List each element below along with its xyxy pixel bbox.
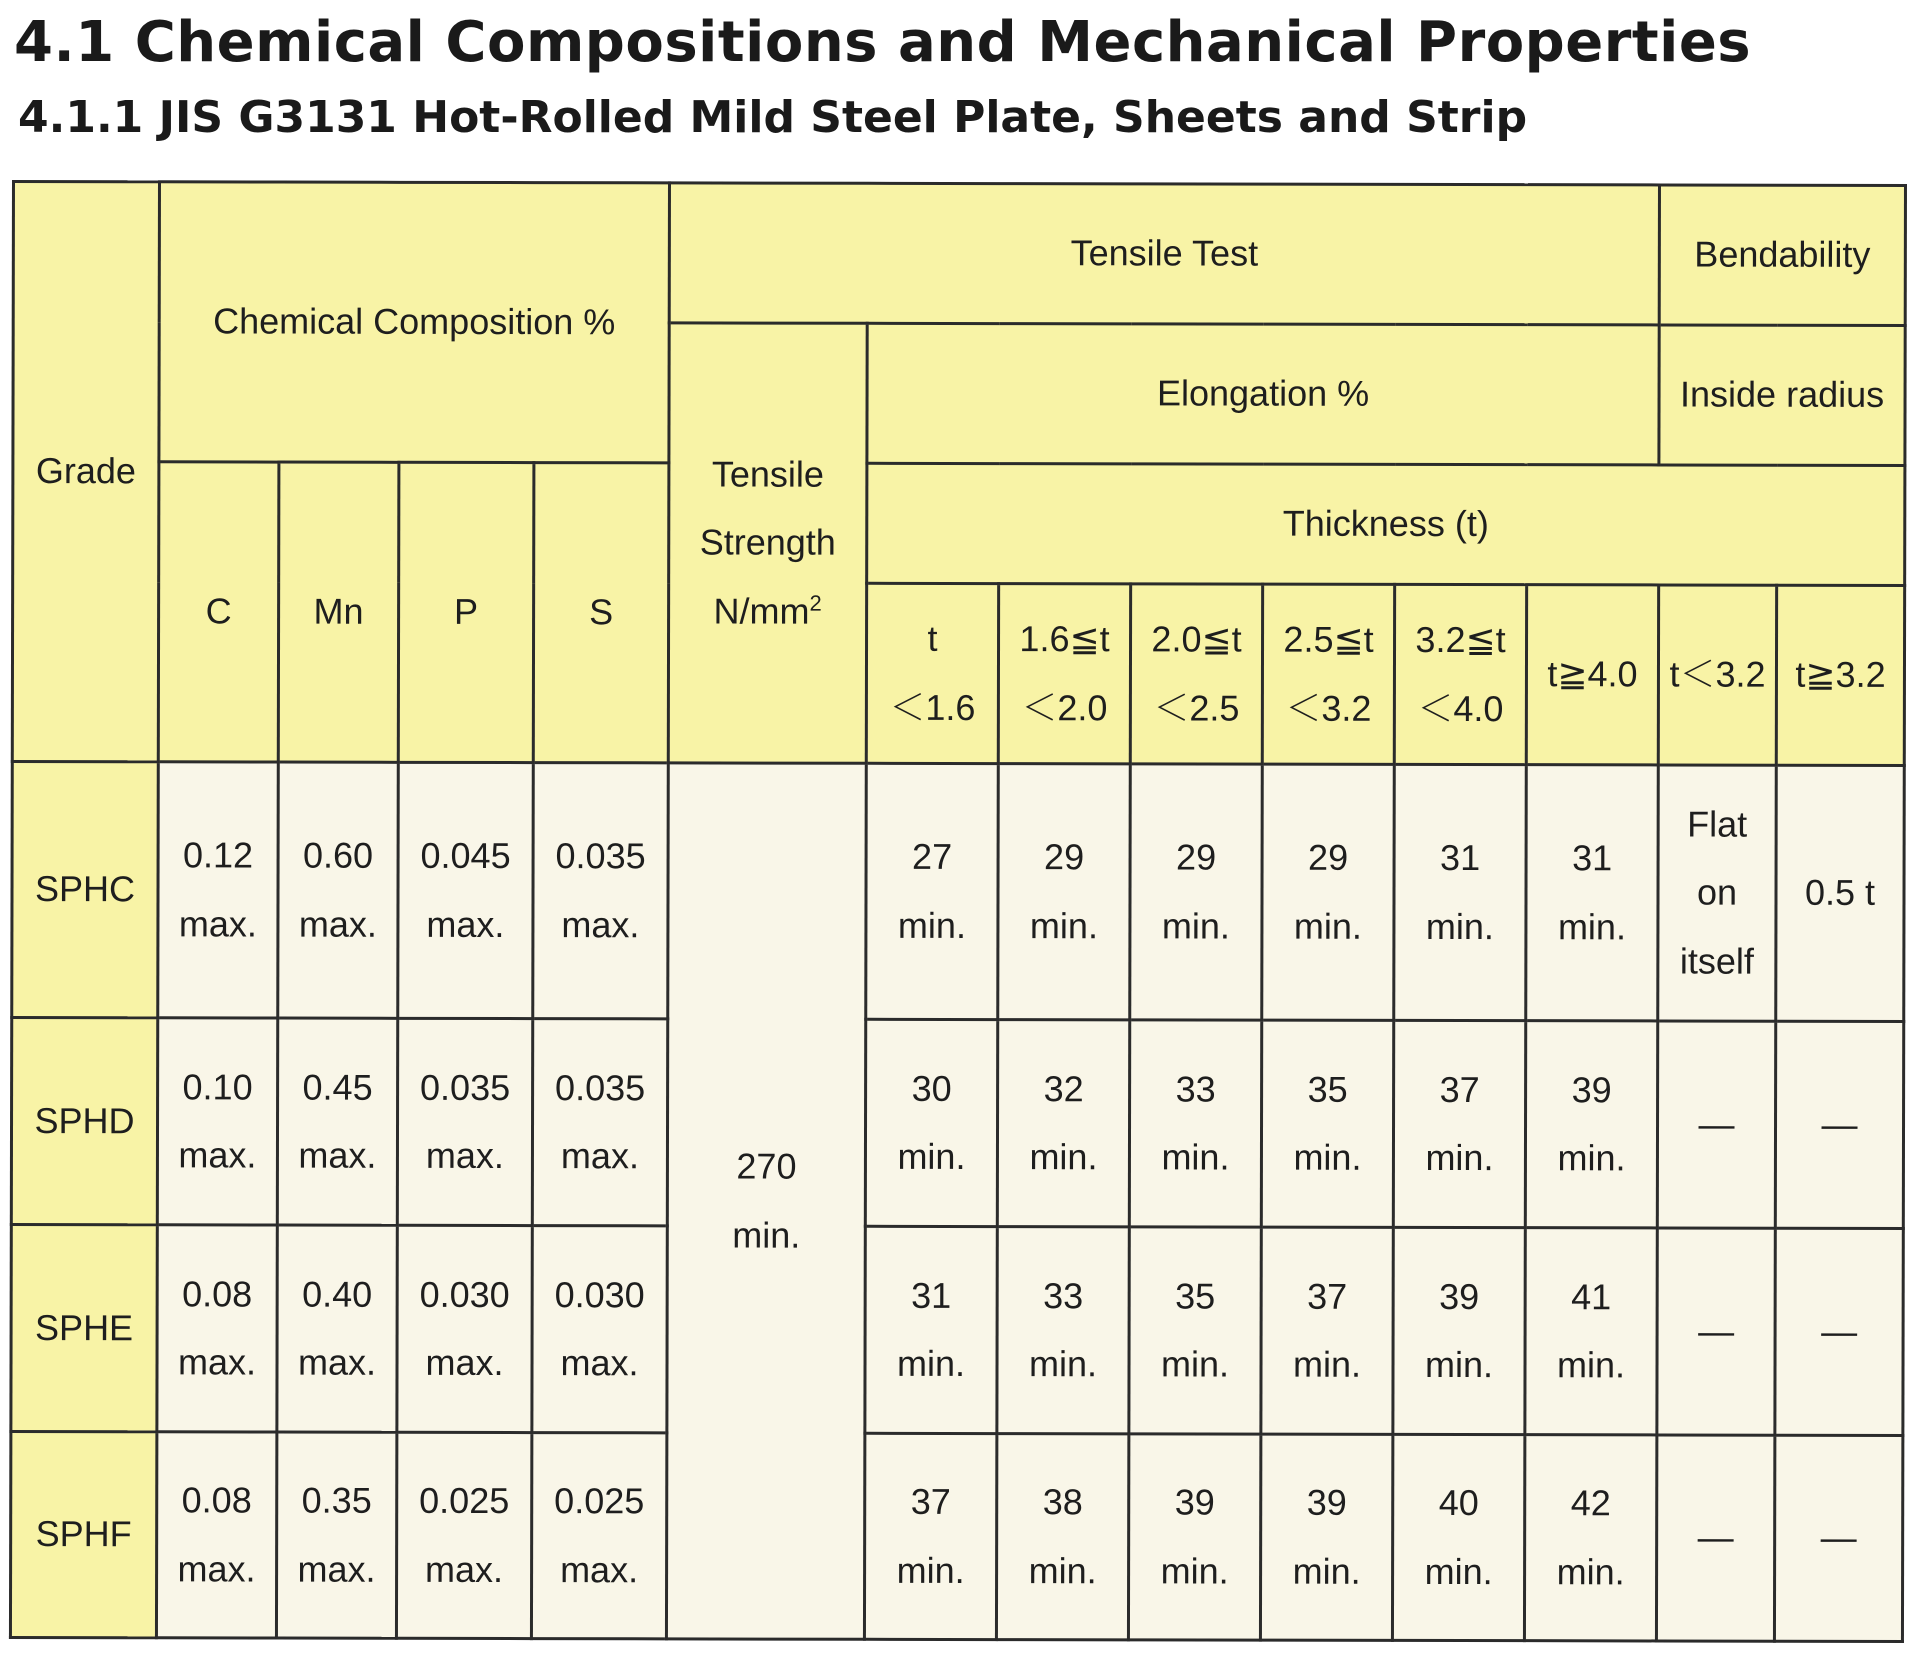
qualifier: min. — [896, 1342, 966, 1384]
grade-cell: SPHD — [11, 1018, 157, 1225]
elongation-header: Elongation % — [867, 323, 1659, 465]
bend-range-2: t≧3.2 — [1776, 585, 1904, 765]
chem-cell — [156, 1432, 276, 1638]
grade-cell: SPHF — [10, 1432, 156, 1638]
bend-cell: — — [1657, 1228, 1775, 1435]
elong-cell — [864, 1433, 996, 1639]
value: 39 — [1174, 1481, 1215, 1523]
elong-cell — [1129, 1020, 1261, 1227]
value: 29 — [1308, 836, 1349, 878]
bend-cell: — — [1657, 1021, 1775, 1228]
chem-cell — [277, 1225, 397, 1432]
chem-cell — [396, 1432, 531, 1638]
value: 35 — [1307, 1068, 1348, 1110]
elong-cell — [1394, 764, 1527, 1020]
elong-cell — [1393, 1020, 1525, 1227]
chemical-composition-header: Chemical Composition % — [159, 182, 670, 463]
bend-cell: — — [1656, 1435, 1774, 1641]
elong-cell — [1260, 1434, 1392, 1640]
chem-cell — [531, 1433, 666, 1639]
value: 39 — [1439, 1275, 1480, 1317]
table-row — [11, 1225, 1903, 1436]
range-line2: ＜3.2 — [1285, 687, 1372, 729]
chem-cell — [397, 1018, 532, 1225]
chem-cell — [532, 1226, 667, 1433]
value: 0.60 — [302, 834, 374, 876]
range-line2: ＜4.0 — [1417, 687, 1504, 729]
range-line2: ＜2.5 — [1153, 686, 1240, 729]
grade-cell: SPHE — [11, 1225, 157, 1432]
table-row — [11, 1018, 1903, 1229]
properties-table — [9, 180, 1907, 1643]
value: 0.025 — [554, 1480, 645, 1522]
elong-cell — [1130, 764, 1263, 1020]
chem-cell — [533, 763, 669, 1019]
element-c-header: C — [158, 462, 279, 762]
elong-cell — [865, 1226, 997, 1433]
elong-cell — [1393, 1227, 1525, 1434]
value: 29 — [1176, 836, 1217, 878]
qualifier: max. — [177, 1341, 257, 1383]
qualifier: min. — [1160, 1343, 1230, 1385]
range-line2: ＜1.6 — [889, 686, 976, 728]
element-s-header: S — [533, 463, 669, 763]
chem-cell — [532, 1019, 667, 1226]
qualifier: max. — [298, 903, 377, 945]
thickness-range-2 — [998, 584, 1130, 764]
header-row-1 — [13, 182, 1905, 326]
thickness-range-3 — [1130, 584, 1262, 764]
bend-cell: — — [1775, 1021, 1903, 1228]
inside-radius-header: Inside radius — [1659, 325, 1905, 466]
qualifier: min. — [1161, 1136, 1230, 1178]
range-line1: 2.0≦t — [1151, 618, 1242, 660]
elong-cell — [1129, 1227, 1261, 1434]
value: 0.030 — [554, 1273, 645, 1315]
elong-cell — [1525, 1021, 1657, 1228]
table-row — [12, 762, 1905, 1022]
elong-cell — [1261, 1227, 1393, 1434]
qualifier: min. — [1161, 904, 1231, 947]
tensile-test-header: Tensile Test — [669, 183, 1659, 325]
qualifier: min. — [1292, 1343, 1362, 1385]
qualifier: min. — [1160, 1549, 1229, 1592]
value: 39 — [1571, 1068, 1612, 1110]
qualifier: max. — [561, 903, 640, 945]
range-line2: ＜2.0 — [1021, 686, 1108, 728]
qualifier: max. — [178, 1134, 257, 1176]
qualifier: max. — [298, 1134, 377, 1176]
value: 32 — [1043, 1067, 1084, 1109]
qualifier: max. — [426, 903, 505, 945]
value: 31 — [1572, 837, 1613, 879]
qualifier: max. — [425, 1134, 505, 1177]
bend-cell: — — [1775, 1228, 1903, 1435]
value: 35 — [1175, 1275, 1216, 1317]
qualifier: max. — [425, 1341, 504, 1384]
tensile-strength-line2: Strength — [699, 521, 836, 564]
elong-cell — [1526, 765, 1659, 1021]
qualifier: min. — [1028, 1343, 1098, 1385]
chem-cell — [157, 1225, 277, 1432]
qualifier: min. — [1292, 1550, 1361, 1592]
page-title: 4.1 Chemical Compositions and Mechanical Properties — [14, 10, 1752, 75]
qualifier: min. — [1293, 905, 1363, 947]
qualifier: max. — [177, 1547, 256, 1590]
qualifier: min. — [896, 1549, 965, 1591]
elong-cell — [996, 1434, 1128, 1640]
qualifier: min. — [1557, 1137, 1626, 1179]
header-row-3 — [13, 462, 1905, 586]
thickness-range-5 — [1394, 584, 1526, 764]
bend-cell — [1658, 765, 1777, 1021]
chem-cell — [158, 762, 279, 1018]
thickness-header: Thickness (t) — [867, 463, 1905, 585]
qualifier: min. — [1029, 904, 1099, 946]
value: 33 — [1175, 1068, 1216, 1110]
chem-cell — [277, 1018, 397, 1225]
range-line1: 3.2≦t — [1415, 619, 1506, 661]
chem-cell — [398, 762, 534, 1018]
qualifier: max. — [560, 1135, 640, 1177]
value: 0.035 — [555, 1066, 646, 1108]
elong-cell — [1525, 1228, 1657, 1435]
elong-cell — [997, 1020, 1129, 1227]
value: 0.045 — [420, 834, 511, 877]
value: 39 — [1306, 1481, 1347, 1523]
qualifier: min. — [1028, 1549, 1097, 1591]
value: 0.45 — [302, 1066, 373, 1108]
elong-cell — [1261, 1020, 1393, 1227]
bend-line3: itself — [1679, 940, 1754, 982]
qualifier: min. — [1557, 1344, 1626, 1386]
value: 29 — [1044, 836, 1085, 878]
thickness-range-6: t≧4.0 — [1526, 585, 1658, 765]
range-line1: t — [927, 618, 938, 660]
thickness-range-1 — [866, 583, 998, 763]
value: 37 — [1439, 1068, 1480, 1110]
value: 0.025 — [419, 1479, 510, 1522]
qualifier: max. — [560, 1548, 639, 1590]
bend-cell: 0.5 t — [1776, 765, 1905, 1021]
tensile-strength-qualifier: min. — [732, 1214, 801, 1256]
tensile-strength-unit — [670, 577, 865, 646]
value: 40 — [1438, 1482, 1479, 1524]
grade-header: Grade — [12, 182, 159, 762]
range-line1: 1.6≦t — [1019, 618, 1110, 660]
thickness-range-4 — [1262, 584, 1394, 764]
value: 0.40 — [302, 1273, 373, 1315]
bend-range-1: t＜3.2 — [1658, 585, 1776, 765]
qualifier: min. — [897, 904, 967, 946]
value: 0.035 — [420, 1066, 511, 1108]
qualifier: min. — [1425, 1136, 1494, 1179]
qualifier: min. — [1557, 905, 1627, 947]
element-mn-header: Mn — [278, 462, 399, 762]
grade-cell: SPHC — [12, 762, 159, 1018]
bend-cell: — — [1774, 1435, 1902, 1641]
chem-cell — [157, 1018, 277, 1225]
page-subtitle: 4.1.1 JIS G3131 Hot-Rolled Mild Steel Plate, Sheets and Strip — [18, 92, 1528, 143]
qualifier: min. — [897, 1135, 966, 1177]
elong-cell — [1128, 1434, 1260, 1640]
unit-base: N/mm — [713, 590, 810, 632]
elong-cell — [866, 763, 999, 1019]
range-line1: 2.5≦t — [1283, 618, 1374, 660]
qualifier: max. — [425, 1548, 504, 1590]
qualifier: min. — [1425, 905, 1495, 947]
value: 37 — [1307, 1275, 1348, 1317]
value: 0.035 — [555, 835, 646, 877]
elong-cell — [865, 1019, 997, 1226]
value: 38 — [1042, 1481, 1083, 1523]
value: 31 — [911, 1274, 952, 1316]
elong-cell — [1262, 764, 1395, 1020]
bend-line2: on — [1696, 871, 1738, 913]
value: 41 — [1571, 1275, 1612, 1317]
elong-cell — [998, 764, 1131, 1020]
qualifier: min. — [1029, 1136, 1098, 1178]
table-row — [10, 1432, 1902, 1642]
value: 30 — [911, 1067, 952, 1109]
value: 0.12 — [182, 834, 254, 876]
bendability-header: Bendability — [1659, 185, 1905, 326]
value: 33 — [1043, 1274, 1084, 1316]
value: 0.10 — [182, 1065, 253, 1108]
tensile-strength-cell — [666, 763, 866, 1639]
qualifier: min. — [1424, 1550, 1493, 1592]
value: 27 — [912, 835, 953, 878]
qualifier: min. — [1556, 1550, 1625, 1592]
value: 0.08 — [181, 1479, 252, 1521]
qualifier: max. — [178, 902, 257, 945]
elong-cell — [997, 1227, 1129, 1434]
elong-cell — [1524, 1435, 1656, 1641]
tensile-strength-value: 270 — [736, 1145, 797, 1187]
chem-cell — [278, 762, 399, 1018]
qualifier: min. — [1293, 1136, 1362, 1178]
qualifier: min. — [1424, 1343, 1494, 1386]
element-p-header: P — [398, 462, 534, 762]
bend-line1: Flat — [1687, 803, 1748, 845]
unit-superscript: 2 — [809, 590, 822, 616]
qualifier: max. — [297, 1341, 377, 1383]
value: 31 — [1440, 837, 1481, 879]
qualifier: max. — [297, 1548, 376, 1590]
chem-cell — [397, 1225, 532, 1432]
tensile-strength-header — [668, 323, 867, 763]
elong-cell — [1392, 1434, 1524, 1640]
value: 37 — [910, 1480, 951, 1523]
qualifier: max. — [560, 1342, 639, 1384]
tensile-strength-line1: Tensile — [711, 453, 824, 495]
value: 0.08 — [182, 1272, 253, 1315]
value: 0.35 — [301, 1479, 372, 1521]
chem-cell — [276, 1432, 396, 1638]
value: 0.030 — [419, 1273, 510, 1315]
value: 42 — [1570, 1482, 1611, 1524]
